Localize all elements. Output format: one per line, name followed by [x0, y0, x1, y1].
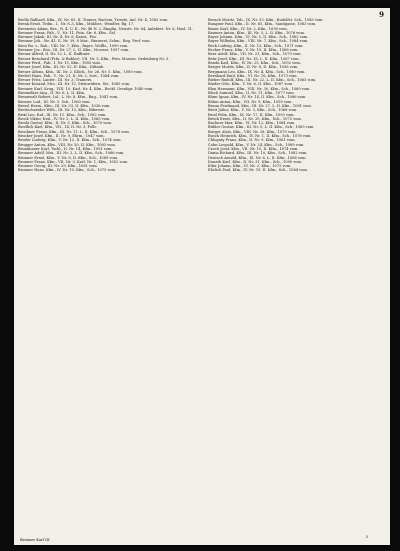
directory-entry: Bungner Paul, Kfm., II. Nr. 65, Kfm., Sandgasse, 1083 vom. — [208, 22, 317, 27]
directory-entry: Breuer Alfons, Kfm., III. Nr. 2. Klöck., Nr. 26. Nr. 5. Kfm., 1080 vom. — [18, 69, 143, 74]
directory-entry: Brixl Leo, Raf., III. Nr. 11. Kfm., Sch., 1082 vom. — [18, 112, 107, 117]
directory-entry: Cohn Leopold, Kfm., V. Nr. 24, Kfm., Sch., 1089 vom. — [208, 142, 305, 147]
directory-entry: Brunner Adolf, Mrs., III. Nr. 2, L. II. Kfm., Sch., 1066 vom. — [18, 151, 125, 156]
directory-entry: Brod Felix, Kfm., IX. Nr. 17, II. Kfm., 1093 vom. — [208, 112, 295, 117]
directory-entry: Breuer Bernhard (Frfa. & Buhler), VII. Nr. 5, Kfm., Fein. Mosses. Oedenburg Nr. 3. — [18, 56, 170, 61]
directory-entry: Bieber Rudolf, Kfm., III. Nr. 22, L. II. Kfm., Sch., 1063 vom. — [208, 78, 317, 83]
page-number: 9 — [379, 10, 384, 19]
page-footer: Brunner Karl III. — [20, 538, 51, 542]
directory-entry: Brucker Josef, Kfm., II. Nr. 9, Ehrm., 1047 vom. — [18, 134, 105, 139]
directory-entry: Brunner Hans, Kfm., IV. Nr. 10, Kfm., Sch., 1075 vom. — [18, 168, 117, 173]
directory-entry: Braun Ferdinand, Kfm., III. Nr. 27, L. II. Kfm., 1081 vom. — [208, 103, 312, 108]
directory-entry: Chlupaty Franz, Kfm., II. Nr. 9, Kfm., 1061 vom. — [208, 138, 296, 143]
directory-entry: Ehrlich Paul, Kfm., IV. Nr. 19, II. Kfm., Sch., 1084 vom. — [208, 168, 308, 173]
directory-entry: Bruder Ludwig, Kfm., V. Nr. 12, II. Kfm., Sch., 1074 vom. — [18, 138, 122, 143]
directory-entry: Blum Ignaz, Kfm., IV. Nr. 14, II. Kfm., Sch., 1086 vom. — [208, 95, 307, 100]
page-mark: 3 — [365, 534, 368, 539]
directory-entry: Brenneiss Adam, Bes., N. 4, U. II., Nr. 48 N. 2, Ringlin, Neuste. Nr. 64, Anlekert. Nr. 6, Hasl. 31. — [18, 26, 194, 31]
directory-entry: Czech Josef, Kfm., VII. Nr. 15, II. Kfm., 1074 vom. — [208, 146, 299, 151]
directory-entry: Brunnbauer Karl, Tschl., II. Nr. 14, Kfm., 1091 vom. — [18, 146, 113, 151]
directory-entry: Benda Karl, Kfm., IV. Nr. 25, Kfm., Sch., 1092 vom. — [208, 60, 301, 65]
directory-entry: Brock Viktor, Krsl., IV. Nr. 2, L. II. Kfm., 1065 vom. — [18, 116, 111, 121]
directory-entry: Bernhard Emil, Kfm., VI. Nr. 16, Kfm., 1073 vom. — [208, 73, 298, 78]
directory-entry: Bressl Herm., Kfm., III. Nr. 33, II. Kfm., 1036 vom. — [18, 103, 111, 108]
directory-entry: Deutsch Arnold, Kfm., IX. Nr. 6, L. II. Kfm., 1066 vom. — [208, 155, 307, 160]
directory-entry: Bresser Lud., III. Nr. 5. Sch., 1060 vom. — [18, 99, 91, 104]
directory-entry: Behr Josef, Kfm., III. Nr. 18, L. II. Kfm., 1067 vom. — [208, 56, 300, 61]
directory-entry: Brunner Franz, Kfm., VII. Nr. 3, Karl. Nr. 1, Kfm., 1052 vom. — [18, 159, 129, 164]
directory-entry: Brenner Jos., Ros., III. Nr. 27, L. II. Kfm., Nrosser. 1097 vom. — [18, 48, 130, 53]
right-column — [208, 18, 384, 534]
directory-entry: Brenk Ernst, Tedm., I., Nr. 8–3, Kfm., Mühlstr., Wendler, Rg. 17. — [18, 22, 135, 27]
directory-entry: Berger Moritz, Kfm., II. Nr. 8, II. Kfm., 1058 vom. — [208, 65, 299, 70]
directory-entry: Breuer Fritz, Lanter., III. Nr. 3, Tramers. — [18, 78, 93, 83]
directory-entry: Bayer Johann, Kfm., VI. Nr. 5, II. Kfm., Sch., 1062 vom. — [208, 35, 309, 40]
directory-entry: Broda Gustav, Kfm., II. Nr. 5, Kfm., Sch., 1070 vom. — [18, 121, 113, 126]
directory-entry: Brella Ridhard, Kfm., IX. Nr. 65, II. Tramer, Ractem, Trieste, Anl. Nr. 4, 1082 vom. — [18, 18, 169, 22]
directory-entry: Brennwalt Robert, Lsl., L. Nr. 8, Kfm., Rug., 1041 vom. — [18, 95, 119, 100]
directory-entry: Breuer Konrad, Mrs., III. Nr. 12, Steinwidern. Str., 1065 vom. — [18, 82, 131, 87]
directory-entry: Binder Otto, Kfm., V. Nr. 6, II. Kfm., 1087 vom. — [208, 82, 294, 87]
directory-entry: Brenner Franz, Fab., V., Nr. 11, Fein. Str. 8, Kfm., Sel. — [18, 30, 117, 35]
directory-entry: Breuer Alfred, II. Nr. 12, L. II. Raffinier. — [18, 52, 91, 57]
directory-entry: Bloch Samuel, Kfm., II. Nr. 11, Kfm., 1077 vom. — [208, 91, 295, 96]
directory-entry: Brennelker Ang., II. Nr. 6, L. II. Kfm. — [18, 91, 85, 96]
left-column — [18, 18, 194, 534]
directory-entry: Buchner Max, Kfm., VI. Nr. 12, Kfm., 1064 vom. — [208, 121, 296, 126]
directory-entry: Böhm Anton, Kfm., VII. Nr. 9, Kfm., 1059 vom. — [208, 99, 293, 104]
directory-entry: Becker Franz, Kfm., V. Nr. 19, II. Kfm., 1088 vom. — [208, 48, 299, 53]
directory-entry: Eder Johann, Kfm., VI. Nr. 2, Kfm., 1075 vom. — [208, 164, 292, 169]
directory-entry: Baumer Anton, Kfm., III. Nr. 3, L. II. Kfm., 1076 vom. — [208, 30, 306, 35]
directory-entry: Beck Ludwig, Kfm., II. Nr. 13, Kfm., Sch., 1071 vom. — [208, 43, 304, 48]
directory-entry: Bruckner Franz, Kfm., III. Nr. 11, L. II. Kfm., Sch., 1078 vom. — [18, 129, 130, 134]
directory-entry: Brettschneider Wilh., III. Nr. 15, Kfm., Biberstr. — [18, 108, 105, 113]
directory-entry: Brusch Moritz, Tsh., IX. Nr. 33, Kfm., Rudolfst. Sch., 1085 vom. — [208, 18, 324, 22]
directory-entry: Brenner Karl, Krug., VIII. 10, Karl. Nr. 4, Kfm., Reckl. Grvnbgr. 1040 vom. — [18, 86, 154, 91]
directory-entry: Brunner Georg, III. Nr. 29, Kfm., 1061 vom. — [18, 164, 98, 169]
directory-entry: Bühler Gustav, Kfm., III. Nr. 5, L. II. Kfm., Sch., 1085 vom. — [208, 125, 315, 130]
directory-entry: Breit Julius, Kfm., V. Nr. 3, Kfm., Sch., 1068 vom. — [208, 108, 298, 113]
directory-entry: Burger Alois, Kfm., VIII. Nr. 28, Kfm., 1070 vom. — [208, 129, 297, 134]
directory-entry: Dania Richard, Kfm., III. Nr. 10, Kfm., Sch., 1082 vom. — [208, 151, 308, 156]
directory-entry: Brettel Hans, Fab., V., Nr. 21, II. Nr. 2, Sort., 1064 vom. — [18, 73, 120, 78]
directory-entry: Beer Adolf, Kfm., VII. Nr. 21, Kfm., Sch., 1079 vom. — [208, 52, 302, 57]
directory-entry: Brodlich Karl, Kfm., VII., 14, II. Nr. 3, Pollr. — [18, 125, 97, 130]
directory-entry: Bayer Wilhelm, Kfm., VIII. Nr. 7, Kfm., Sch., 1084 vom. — [208, 39, 309, 44]
directory-entry: Breuer Ferd., Fab., I. Nr. 15, Kfm., 1085 vom. — [18, 60, 101, 65]
directory-entry: Brück Ernst, Kfm., II. Nr. 20, Kfm., Sch., 1072 vom. — [208, 116, 302, 121]
directory-entry: Bauer Karl, Kfm., IV. Nr. 2, Kfm., 1090 vom. — [208, 26, 288, 31]
directory-entry: Brugger Anton, Kfm., VIII. Nr. 20, II. Kfm., 1083 vom. — [18, 142, 116, 147]
directory-entry: Brenner Jakob, III. Nr. 4, Nr. 8, Karnt., Pos. — [18, 35, 97, 40]
directory-entry: Busch Heinrich, Kfm., IV. Nr. 1, II. Kfm., Sch., 1078 vom. — [208, 134, 312, 139]
directory-entry: Breu Ru. v., Roh., VIII. Nr. 7, Kfm., Bnyrs. Wolfls., 1090 vom. — [18, 43, 129, 48]
directory-entry: Blau Hermann, Kfm., VIII. Nr. 30, Kfm., Sch., 1069 vom. — [208, 86, 311, 91]
directory-entry: Breuer Josef, Kfm., III. Nr. 52, II. Kfm., Diltanb. — [18, 65, 105, 70]
directory-entry: Brenner Joh., Str. 41, II. Nr. 39, 8 Mas., Brauerei, Schm., Beg. Prof. vom. — [18, 39, 151, 44]
directory-entry: Bergmann Leo, Kfm., IX. Nr. 4, Kfm., Sch., 1080 vom. — [208, 69, 306, 74]
directory-entry: Brunner Ernst, Kfm., V. Nr. 8, II. Kfm., Sch., 1089 vom. — [18, 155, 119, 160]
directory-page — [14, 8, 390, 545]
directory-entry: Donath Karl, Kfm., II. Nr. 31, Kfm., Sch., 1090 vom. — [208, 159, 303, 164]
